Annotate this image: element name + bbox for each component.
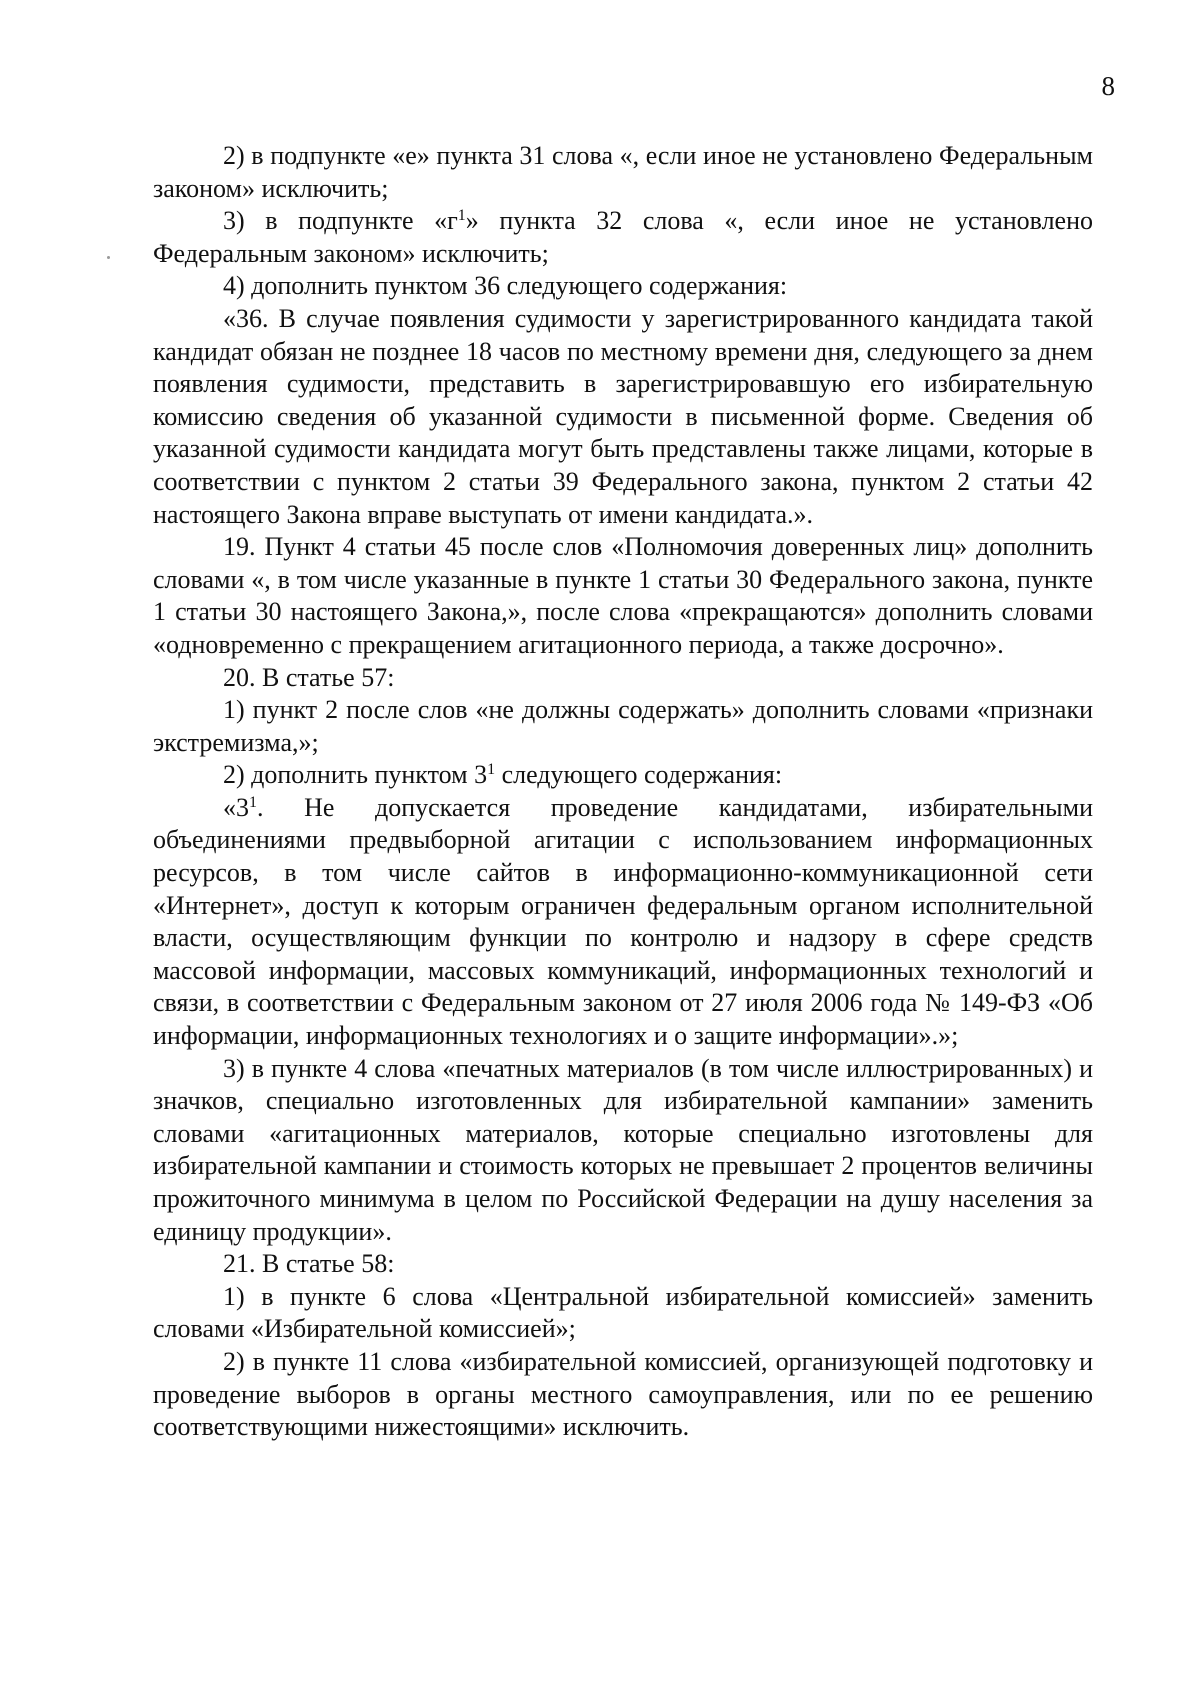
paragraph-section-21-item-1: 1) в пункте 6 слова «Центральной избирательной комиссией» заменить словами «Избирательной комиссией»; — [153, 1281, 1093, 1344]
paragraph-amendment-2: 2) в подпункте «е» пункта 31 слова «, если иное не установлено Федеральным законом» исключить; — [153, 141, 1093, 203]
superscript-index: 1 — [457, 207, 466, 225]
paragraph-item-36: «36. В случае появления судимости у зарегистрированного кандидата такой кандидат обязан не позднее 18 часов по местному времени дня, следующего за днем появления судимости, представить в зарегистрировавшую его избирательную комиссию сведения об указанной судимости в письменной форме. Сведения об указанной судимости кандидата могут быть представлены также лицами, которые в соответствии с пунктом 2 статьи 39 Федерального закона, пунктом 2 статьи 42 настоящего Закона вправе выступать от имени кандидата.». — [153, 303, 1093, 529]
paragraph-section-20-item-1: 1) пункт 2 после слов «не должны содержать» дополнить словами «признаки экстремизма,»; — [153, 695, 1093, 757]
paragraph-text-end: » пункта 32 слова «, если иное не установлено Федеральным законом» исключить; — [153, 206, 1093, 268]
paragraph-text-end: следующего содержания: — [495, 760, 783, 790]
paragraph-text-end: . Не допускается проведение кандидатами, избирательными объединениями предвыборной агитации с использованием информационных ресурсов, в том числе сайтов в информационно-коммуникационной сети «Интернет», доступ к которым ограничен федеральным органом исполнительной власти, осуществляющим функции по контролю и надзору в сфере средств массовой информации, массовых коммуникаций, информационных технологий и связи, в соответствии с Федеральным законом от 27 июля 2006 года № 149-ФЗ «Об информации, информационных технологиях и о защите информации».»; — [153, 792, 1093, 1051]
paragraph-text-start: «3 — [223, 792, 249, 822]
paragraph-section-20-item-2 — [153, 759, 1093, 792]
paragraph-section-20-item-3: 3) в пункте 4 слова «печатных материалов (в том числе иллюстрированных) и значков, специально изготовленных для избирательной кампании» заменить словами «агитационных материалов, которые специально изготовлены для избирательной кампании и стоимость которых не превышает 2 процентов величины прожиточного минимума в целом по Российской Федерации на душу населения за единицу продукции». — [153, 1053, 1093, 1246]
paragraph-amendment-3 — [153, 205, 1093, 270]
paragraph-section-20-heading: 20. В статье 57: — [223, 662, 395, 692]
document-body — [153, 140, 1093, 1444]
paragraph-text-start: 2) дополнить пунктом 3 — [223, 760, 488, 790]
superscript-index: 1 — [249, 793, 257, 811]
paragraph-text-start: 3) в подпункте «г — [223, 206, 458, 236]
superscript-index: 1 — [487, 761, 496, 779]
paragraph-section-21-item-2: 2) в пункте 11 слова «избирательной комиссией, организующей подготовку и проведение выборов в органы местного самоуправления, или по ее решению соответствующими нижестоящими» исключить. — [153, 1346, 1093, 1442]
paragraph-section-21-heading: 21. В статье 58: — [223, 1249, 395, 1279]
paragraph-section-19: 19. Пункт 4 статьи 45 после слов «Полномочия доверенных лиц» дополнить словами «, в том числе указанные в пункте 1 статьи 30 Федерального закона, пункте 1 статьи 30 настоящего Закона,», после слова «прекращаются» дополнить словами «одновременно с прекращением агитационного периода, а также досрочно». — [153, 532, 1093, 659]
paragraph-amendment-4: 4) дополнить пунктом 36 следующего содержания: — [223, 271, 788, 301]
paragraph-item-3-1 — [153, 792, 1093, 1053]
page-number: 8 — [1101, 71, 1115, 101]
scan-speck — [107, 256, 110, 259]
